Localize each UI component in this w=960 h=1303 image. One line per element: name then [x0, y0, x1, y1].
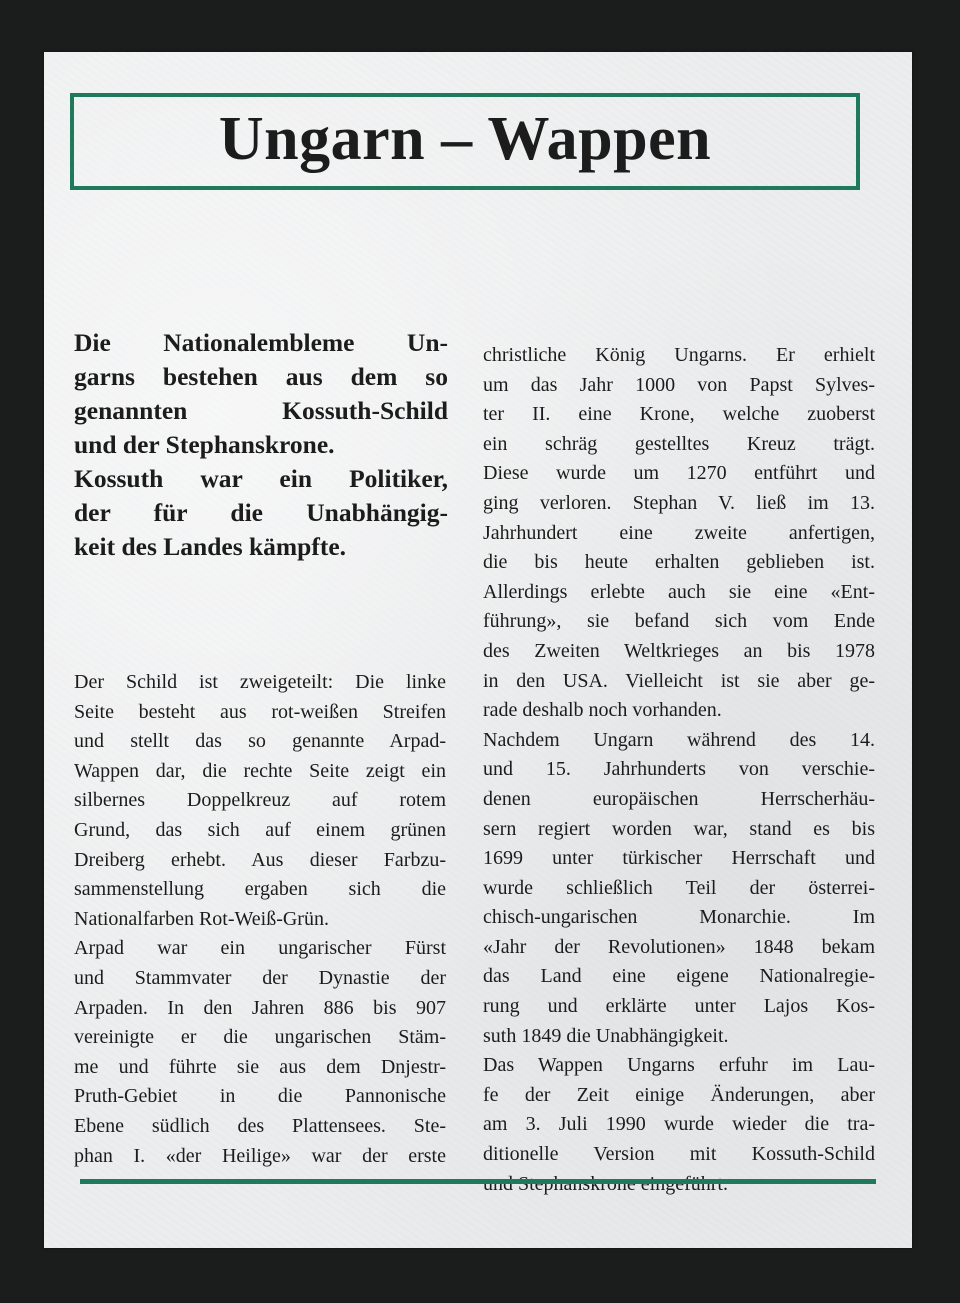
body-line: chisch-ungarischen Monarchie. Im	[483, 906, 875, 929]
body-line: führung», sie befand sich vom Ende	[483, 610, 875, 633]
left-column-text	[74, 668, 446, 1171]
body-line: Arpaden. In den Jahren 886 bis 907	[74, 996, 446, 1019]
body-line: ging verloren. Stephan V. ließ im 13.	[483, 491, 875, 514]
lead-line: Kossuth war ein Politiker,	[74, 464, 448, 493]
body-line: 1699 unter türkischer Herrschaft und	[483, 847, 875, 870]
body-line: ter II. eine Krone, welche zuoberst	[483, 403, 875, 426]
body-line: und stellt das so genannte Arpad-	[74, 730, 446, 753]
body-line: um das Jahr 1000 von Papst Sylves-	[483, 373, 875, 396]
body-line: Das Wappen Ungarns erfuhr im Lau-	[483, 1054, 875, 1077]
body-line: sern regiert worden war, stand es bis	[483, 817, 875, 840]
body-line: sammenstellung ergaben sich die	[74, 878, 446, 901]
body-line: silbernes Doppelkreuz auf rotem	[74, 789, 446, 812]
lead-line: Die Nationalembleme Un-	[74, 328, 448, 357]
body-line: Nachdem Ungarn während des 14.	[483, 728, 875, 751]
info-card	[44, 52, 912, 1248]
body-line: ein schräg gestelltes Kreuz trägt.	[483, 432, 875, 455]
body-line: vereinigte er die ungarischen Stäm-	[74, 1026, 446, 1049]
lead-line: keit des Landes kämpfte.	[74, 532, 347, 561]
body-line: Wappen dar, die rechte Seite zeigt ein	[74, 759, 446, 782]
lead-line: garns bestehen aus dem so	[74, 362, 448, 391]
lead-line: genannten Kossuth-Schild	[74, 396, 448, 425]
page-title: Ungarn – Wappen	[218, 105, 712, 173]
right-column-text	[483, 341, 875, 1199]
lead-line: und der Stephanskrone.	[74, 430, 335, 459]
body-line: Ebene südlich des Plattensees. Ste-	[74, 1114, 446, 1137]
body-line: Jahrhundert eine zweite anfertigen,	[483, 521, 875, 544]
body-line: das Land eine eigene Nationalregie-	[483, 965, 875, 988]
body-line: Allerdings erlebte auch sie eine «Ent-	[483, 580, 875, 603]
body-line: ditionelle Version mit Kossuth-Schild	[483, 1143, 875, 1166]
body-line: suth 1849 die Unabhängigkeit.	[483, 1024, 729, 1047]
body-line: me und führte sie aus dem Dnjestr-	[74, 1055, 446, 1078]
body-line: phan I. «der Heilige» war der erste	[74, 1144, 446, 1167]
body-line: Seite besteht aus rot-weißen Streifen	[74, 700, 446, 723]
lead-paragraph	[74, 326, 448, 564]
body-line: «Jahr der Revolutionen» 1848 bekam	[483, 935, 875, 958]
body-line: des Zweiten Weltkrieges an bis 1978	[483, 639, 875, 662]
body-line: christliche König Ungarns. Er erhielt	[483, 344, 875, 366]
body-line: fe der Zeit einige Änderungen, aber	[483, 1083, 875, 1106]
bottom-divider	[80, 1179, 876, 1184]
body-line: Nationalfarben Rot-Weiß-Grün.	[74, 907, 329, 930]
body-line: in den USA. Vielleicht ist sie aber ge-	[483, 669, 875, 692]
body-line: die bis heute erhalten geblieben ist.	[483, 551, 875, 574]
lead-line: der für die Unabhängig-	[74, 498, 448, 527]
body-line: rade deshalb noch vorhanden.	[483, 699, 722, 722]
body-line: Der Schild ist zweigeteilt: Die linke	[74, 671, 446, 693]
body-line: wurde schließlich Teil der österrei-	[483, 876, 875, 899]
body-line: rung und erklärte unter Lajos Kos-	[483, 995, 875, 1018]
body-line	[483, 1170, 875, 1200]
body-line: am 3. Juli 1990 wurde wieder die tra-	[483, 1113, 875, 1136]
body-line: und 15. Jahrhunderts von verschie-	[483, 758, 875, 781]
body-line: Arpad war ein ungarischer Fürst	[74, 937, 446, 960]
body-line: Diese wurde um 1270 entführt und	[483, 462, 875, 485]
body-line: und Stammvater der Dynastie der	[74, 966, 446, 989]
body-line: Dreiberg erhebt. Aus dieser Farbzu-	[74, 848, 446, 871]
body-line: denen europäischen Herrscherhäu-	[483, 787, 875, 810]
body-line: Pruth-Gebiet in die Pannonische	[74, 1085, 446, 1108]
title-frame	[70, 93, 860, 190]
body-line: Grund, das sich auf einem grünen	[74, 818, 446, 841]
